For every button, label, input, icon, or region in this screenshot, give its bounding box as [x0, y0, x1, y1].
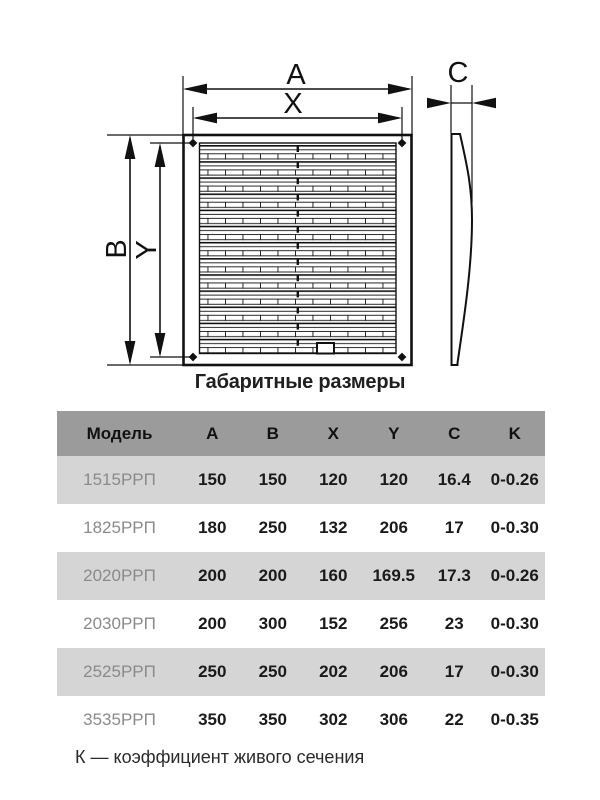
value-a: 200 [198, 566, 227, 585]
table-row [57, 696, 545, 744]
table-row [57, 648, 545, 696]
label-b: B [101, 239, 133, 259]
column-header-x: X [327, 423, 339, 443]
grille-front-view [184, 135, 412, 365]
dimension-y [131, 143, 165, 357]
model-name: 1515РРП [83, 470, 156, 489]
value-a: 150 [198, 470, 227, 489]
value-y: 306 [379, 710, 408, 729]
value-y: 120 [379, 470, 408, 489]
column-header-c: C [448, 423, 461, 443]
model-name: 3535РРП [83, 710, 156, 729]
value-k: 0-0.30 [490, 518, 539, 537]
table-row [57, 504, 545, 552]
label-c: C [447, 57, 469, 89]
value-c: 16.4 [437, 470, 471, 489]
label-y: Y [131, 240, 163, 260]
value-c: 23 [444, 614, 464, 633]
value-k: 0-0.26 [490, 470, 539, 489]
model-name: 2525РРП [83, 662, 156, 681]
dimension-c [427, 57, 496, 108]
value-b: 250 [258, 518, 287, 537]
label-x: X [283, 88, 303, 120]
value-b: 350 [258, 710, 287, 729]
table-row [57, 600, 545, 648]
model-name: 2020РРП [83, 566, 156, 585]
value-k: 0-0.26 [490, 566, 539, 585]
value-x: 202 [319, 662, 348, 681]
value-y: 256 [379, 614, 408, 633]
value-a: 180 [198, 518, 227, 537]
value-k: 0-0.30 [490, 662, 539, 681]
value-a: 250 [198, 662, 227, 681]
dimension-drawing [0, 0, 600, 370]
value-x: 302 [319, 710, 348, 729]
column-header-a: A [206, 423, 219, 443]
value-y: 206 [379, 662, 408, 681]
column-header-k: K [508, 423, 521, 443]
k-coefficient-footnote: К — коэффициент живого сечения [75, 747, 365, 767]
value-b: 250 [258, 662, 287, 681]
table-row [57, 552, 545, 600]
model-name: 1825РРП [83, 518, 156, 537]
model-name: 2030РРП [83, 614, 156, 633]
value-k: 0-0.30 [490, 614, 539, 633]
value-b: 200 [258, 566, 287, 585]
column-header-y: Y [388, 423, 400, 443]
label-a: A [286, 59, 306, 91]
spec-table [57, 411, 545, 744]
value-x: 132 [319, 518, 348, 537]
value-c: 22 [444, 710, 464, 729]
value-c: 17.3 [437, 566, 471, 585]
value-x: 160 [319, 566, 348, 585]
value-x: 120 [319, 470, 348, 489]
value-x: 152 [319, 614, 348, 633]
table-row [57, 456, 545, 504]
value-b: 150 [258, 470, 287, 489]
column-header-b: B [266, 423, 279, 443]
drawing-caption: Габаритные размеры [194, 371, 406, 393]
value-b: 300 [258, 614, 287, 633]
dimension-x [193, 88, 402, 123]
value-a: 200 [198, 614, 227, 633]
value-a: 350 [198, 710, 227, 729]
value-c: 17 [444, 518, 464, 537]
column-header-model: Модель [86, 423, 153, 443]
value-c: 17 [444, 662, 464, 681]
grille-side-profile [452, 134, 473, 365]
value-y: 169.5 [372, 566, 416, 585]
value-k: 0-0.35 [490, 710, 539, 729]
bottom-tab [317, 343, 334, 354]
table-header-row [57, 411, 545, 456]
value-y: 206 [379, 518, 408, 537]
